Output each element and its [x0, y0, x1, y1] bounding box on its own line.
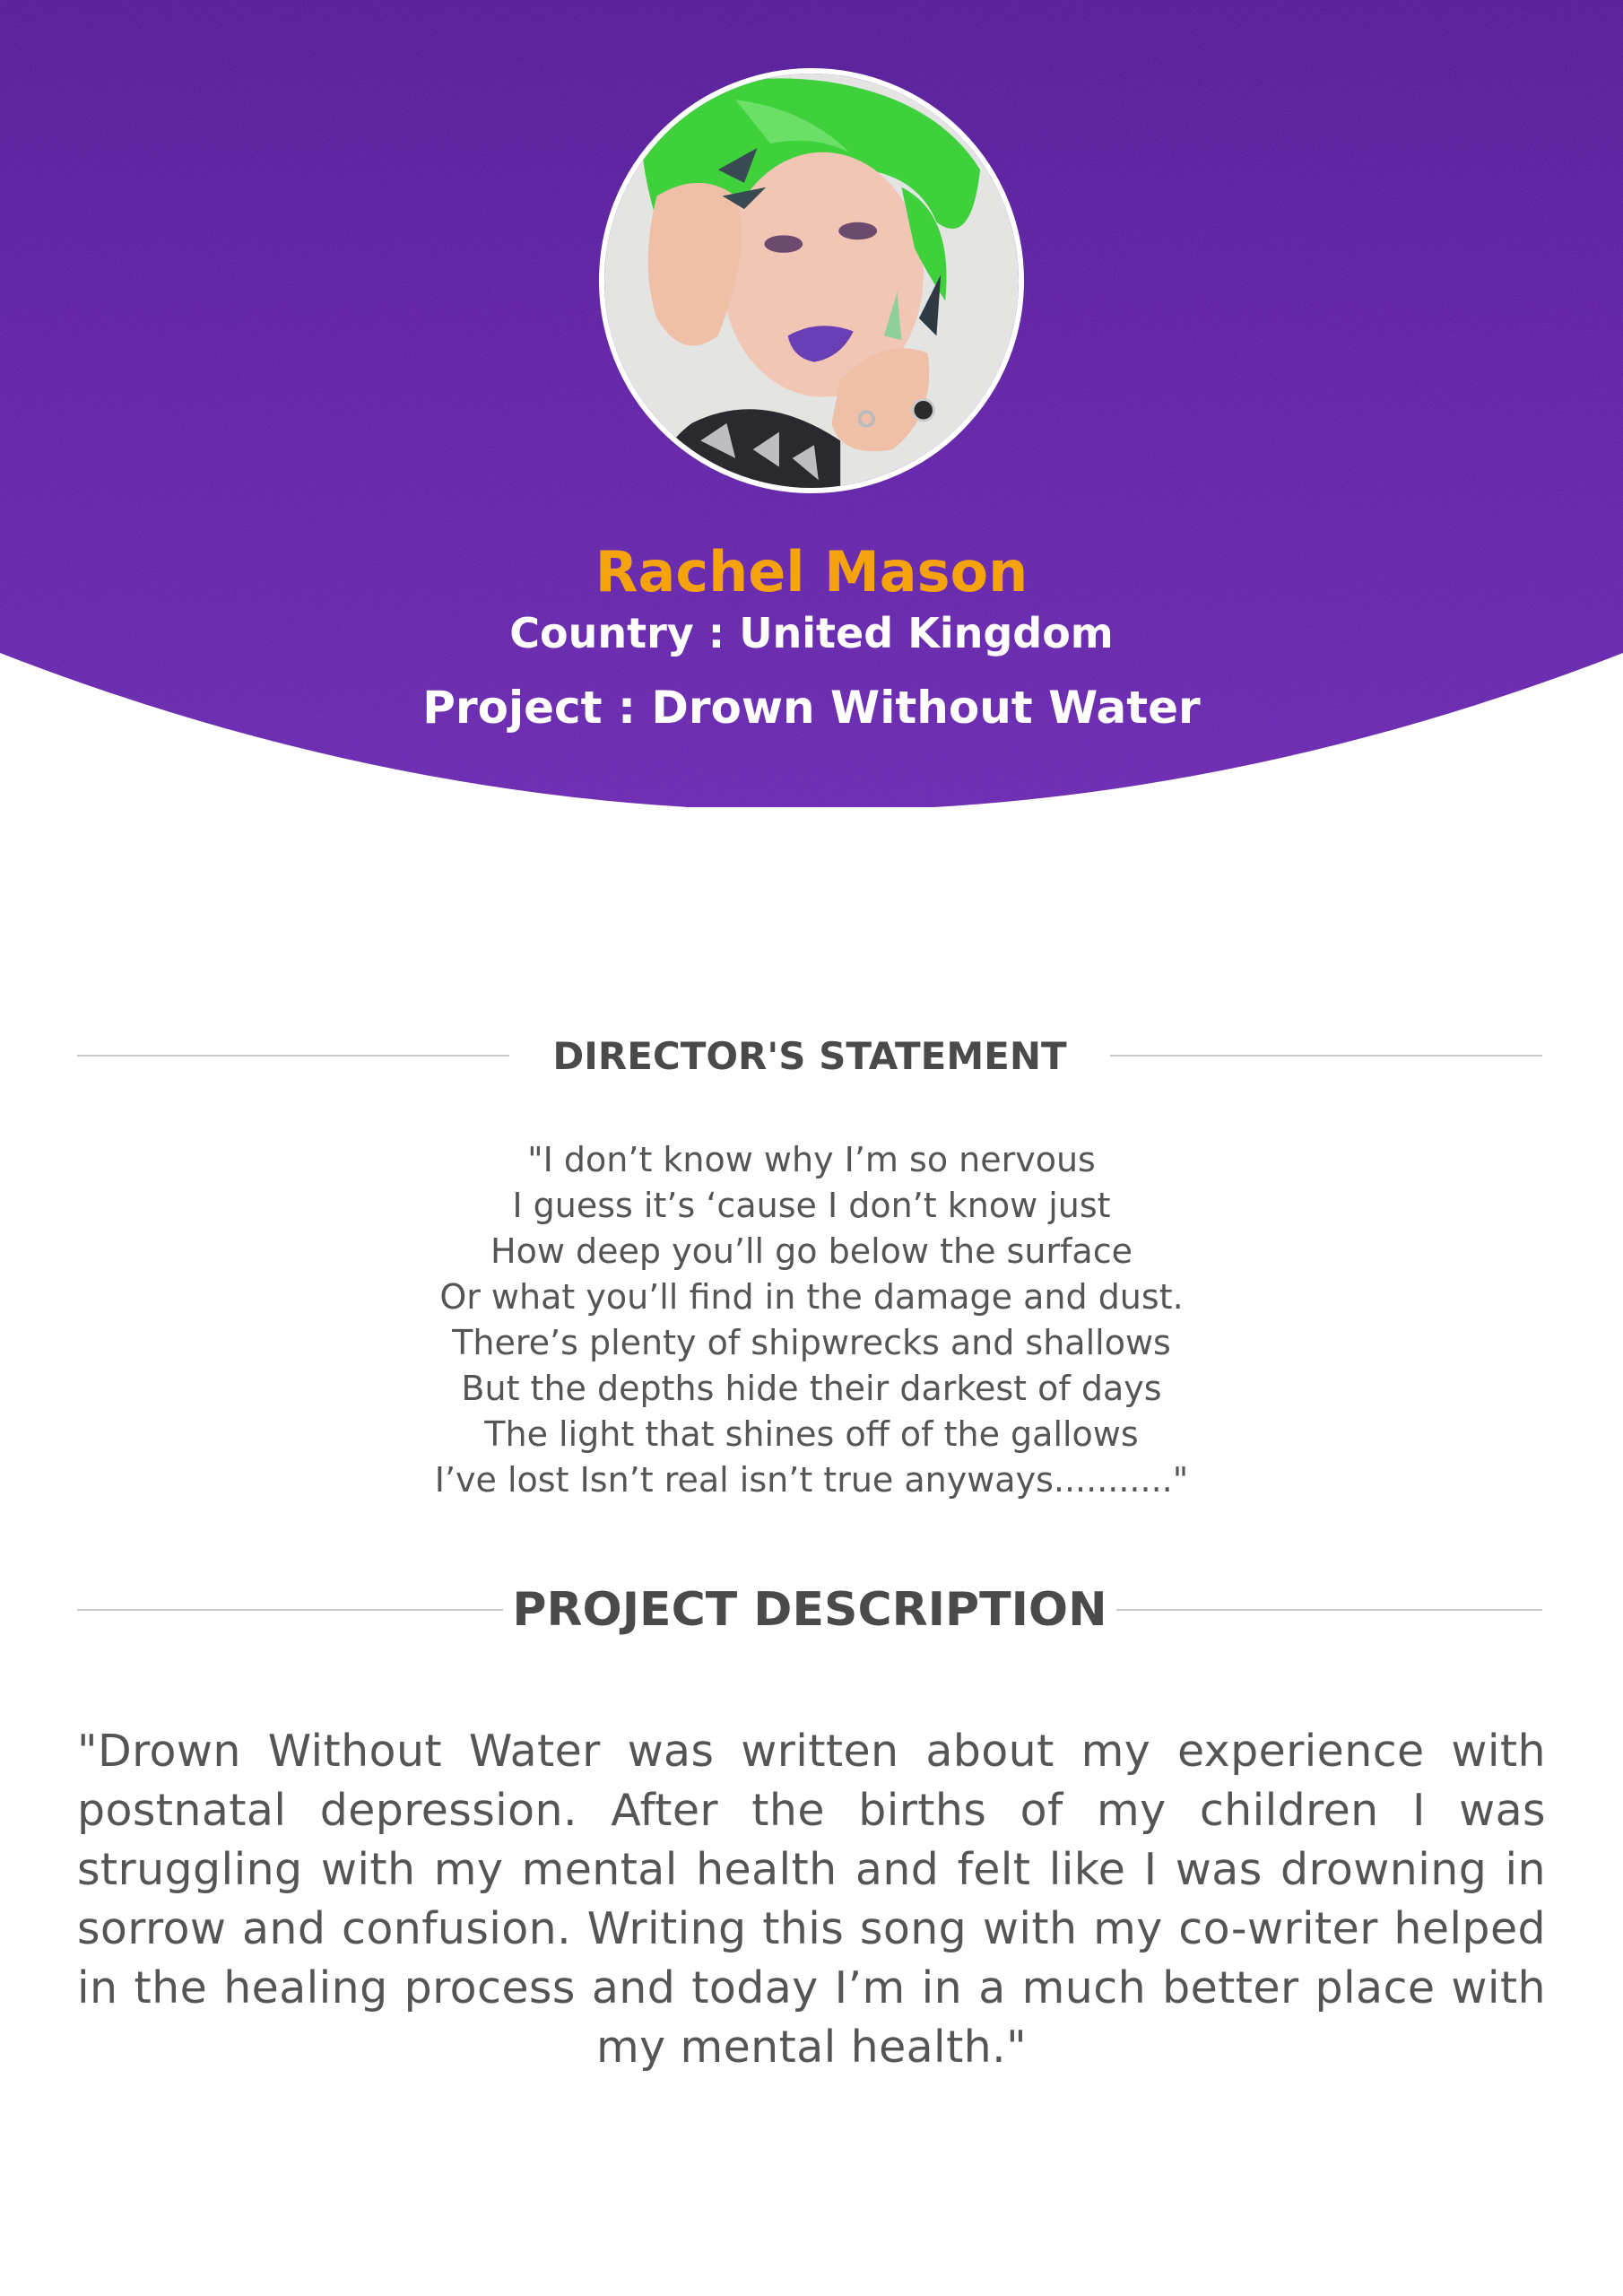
directors-statement-heading: DIRECTOR'S STATEMENT: [552, 1033, 1067, 1078]
directors-statement-text: [0, 1137, 1623, 1503]
divider-left: [77, 1609, 503, 1611]
statement-line: I guess it’s ‘cause I don’t know just: [512, 1186, 1111, 1225]
divider-right: [1116, 1609, 1542, 1611]
project-description-text: "Drown Without Water was written about my experience with postnatal depression. After the births of my children I was struggling with my mental health and felt like I was drowning in sorrow and confusion. Writing this song with my co-writer helped in the healing process and today I’m in a much better place with my mental health.": [77, 1726, 1546, 2073]
statement-line: There’s plenty of shipwrecks and shallows: [452, 1323, 1171, 1362]
portrait-illustration: [604, 74, 1019, 488]
director-country: Country : United Kingdom: [509, 609, 1114, 657]
statement-line: How deep you’ll go below the surface: [490, 1231, 1133, 1271]
divider-right: [1110, 1055, 1542, 1057]
project-description-heading: PROJECT DESCRIPTION: [512, 1583, 1107, 1637]
statement-line: The light that shines off of the gallows: [484, 1414, 1139, 1454]
statement-line: "I don’t know why I’m so nervous: [527, 1140, 1096, 1179]
director-portrait: [599, 68, 1024, 493]
statement-line: But the depths hide their darkest of days: [461, 1369, 1162, 1408]
statement-line: Or what you’ll find in the damage and dust.: [439, 1277, 1184, 1317]
divider-left: [77, 1055, 509, 1057]
project-title: Project : Drown Without Water: [422, 682, 1201, 734]
directors-statement-header: [77, 1030, 1542, 1082]
director-name: Rachel Mason: [595, 539, 1028, 604]
project-description-header: [77, 1580, 1542, 1639]
statement-line: I’ve lost Isn’t real isn’t true anyways...........": [434, 1460, 1189, 1500]
